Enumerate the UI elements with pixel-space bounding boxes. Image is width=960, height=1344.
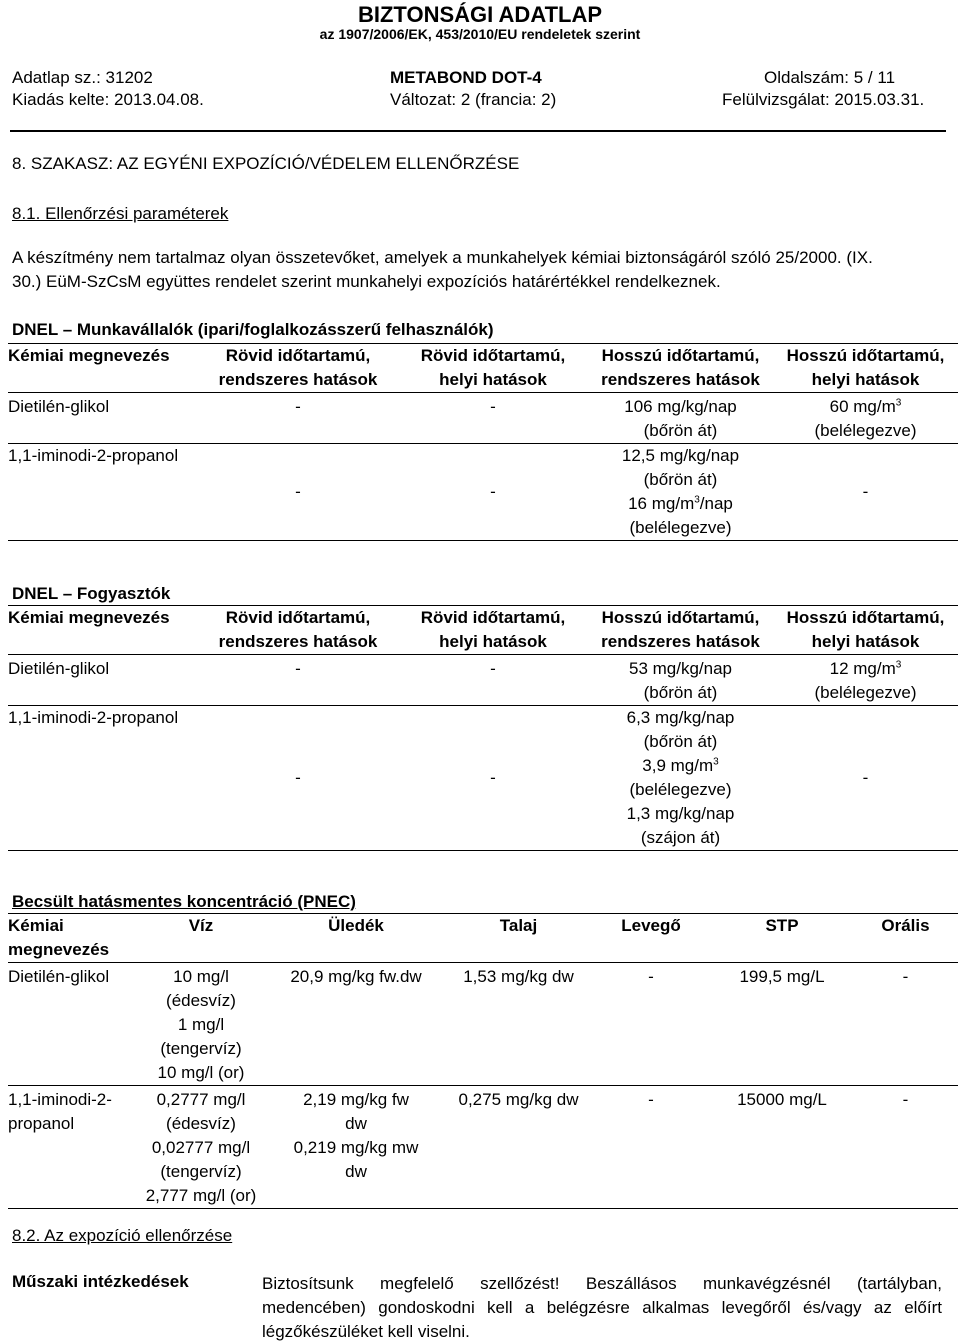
chemical-name: Dietilén-glikol xyxy=(8,397,110,416)
issue-date: Kiadás kelte: 2013.04.08. xyxy=(12,90,204,109)
table-header-row xyxy=(8,606,958,655)
header-water: Víz xyxy=(188,916,214,935)
version: Változat: 2 (francia: 2) xyxy=(390,90,557,109)
table-row xyxy=(8,393,958,444)
document-title: BIZTONSÁGI ADATLAP xyxy=(357,2,603,27)
intro-line-1: A készítmény nem tartalmaz olyan összetevőket, amelyek a munkahelyek kémiai biztonságáról szóló 25/2000. (IX. xyxy=(12,248,873,267)
table-row xyxy=(8,655,958,706)
value-cell: 1,53 mg/kg dw xyxy=(463,967,574,986)
pnec-title: Becsült hatásmentes koncentráció (PNEC) xyxy=(12,892,356,911)
document-subtitle: az 1907/2006/EK, 453/2010/EU rendeletek szerint xyxy=(319,26,641,42)
value-cell: - xyxy=(295,482,301,501)
value-cell: - xyxy=(490,659,496,678)
header-rule xyxy=(10,130,946,132)
table-row xyxy=(8,1086,958,1209)
table-row xyxy=(8,444,958,541)
value-cell: 15000 mg/L xyxy=(737,1090,827,1109)
value-cell: 199,5 mg/L xyxy=(739,967,825,986)
chemical-name: 1,1-iminodi-2-propanol xyxy=(8,708,179,727)
page-number: Oldalszám: 5 / 11 xyxy=(764,68,896,87)
dnel-workers-table xyxy=(8,343,958,541)
header-sediment: Üledék xyxy=(328,916,384,935)
sheet-number: Adatlap sz.: 31202 xyxy=(12,68,153,87)
value-cell: 12,5 mg/kg/nap (bőrön át) 16 $mg/m^3$/nap (belélegezve) xyxy=(621,446,740,537)
table-header-row xyxy=(8,344,958,393)
header-short-local: Rövid időtartamú, helyi hatások xyxy=(420,608,566,651)
header-long-local: Hosszú időtartamú, helyi hatások xyxy=(786,608,945,651)
value-cell: - xyxy=(902,967,909,986)
header-chemical-name: Kémiai megnevezés xyxy=(8,916,110,959)
value-cell: - xyxy=(648,967,654,986)
header-short-local: Rövid időtartamú, helyi hatások xyxy=(420,346,566,389)
value-cell: 0,2777 mg/l (édesvíz) 0,02777 mg/l (tengervíz) 2,777 mg/l (or) xyxy=(145,1090,257,1205)
engineering-controls-line: medencében) gondoskodni kell a belégzésre alkalmas levegőről és/vagy az előírt xyxy=(262,1298,942,1317)
value-cell: 53 mg/kg/nap (bőrön át) xyxy=(628,659,732,702)
table-row xyxy=(8,963,958,1086)
header-long-local: Hosszú időtartamú, helyi hatások xyxy=(786,346,945,389)
value-cell: - xyxy=(648,1090,654,1109)
subsection-8-1-title: 8.1. Ellenőrzési paraméterek xyxy=(12,204,229,223)
header-stp: STP xyxy=(765,916,799,935)
header-short-systemic: Rövid időtartamú, rendszeres hatások xyxy=(218,608,378,651)
value-cell: 60 $mg/m^3$ (belélegezve) xyxy=(814,397,917,440)
value-cell: 10 mg/l (édesvíz) 1 mg/l (tengervíz) 10 mg/l (or) xyxy=(157,967,245,1082)
header-air: Levegő xyxy=(621,916,681,935)
value-cell: - xyxy=(295,659,301,678)
value-cell: 2,19 mg/kg fw dw 0,219 mg/kg mw dw xyxy=(293,1090,419,1181)
engineering-controls-line: légzőkészüléket kell viselni. xyxy=(262,1322,470,1341)
value-cell: 6,3 mg/kg/nap (bőrön át) 3,9 $mg/m^3$ (belélegezve) 1,3 mg/kg/nap (szájon át) xyxy=(626,708,735,847)
header-soil: Talaj xyxy=(499,916,538,935)
section-title: 8. SZAKASZ: AZ EGYÉNI EXPOZÍCIÓ/VÉDELEM ELLENŐRZÉSE xyxy=(12,154,520,173)
value-cell: 0,275 mg/kg dw xyxy=(458,1090,579,1109)
header-chemical-name: Kémiai megnevezés xyxy=(8,346,170,365)
header-short-systemic: Rövid időtartamú, rendszeres hatások xyxy=(218,346,378,389)
intro-line-2: 30.) EüM-SzCsM együttes rendelet szerint munkahelyi expozíciós határértékkel rendelkeznek. xyxy=(12,272,721,291)
value-cell: - xyxy=(862,482,869,501)
chemical-name: 1,1-iminodi-2- propanol xyxy=(8,1090,112,1133)
value-cell: 106 mg/kg/nap (bőrön át) xyxy=(624,397,737,440)
value-cell: - xyxy=(490,768,496,787)
product-name: METABOND DOT-4 xyxy=(390,68,542,87)
engineering-controls-label: Műszaki intézkedések xyxy=(12,1272,189,1291)
value-cell: - xyxy=(902,1090,909,1109)
subsection-8-2-title: 8.2. Az expozíció ellenőrzése xyxy=(12,1226,233,1245)
table-header-row xyxy=(8,914,958,963)
value-cell: - xyxy=(862,768,869,787)
revision-date: Felülvizsgálat: 2015.03.31. xyxy=(722,90,925,109)
engineering-controls-text xyxy=(262,1272,942,1344)
dnel-consumers-title: DNEL – Fogyasztók xyxy=(12,584,171,603)
chemical-name: Dietilén-glikol xyxy=(8,967,110,986)
pnec-table xyxy=(8,913,958,1209)
dnel-workers-title: DNEL – Munkavállalók (ipari/foglalkozásszerű felhasználók) xyxy=(12,320,494,339)
chemical-name: Dietilén-glikol xyxy=(8,659,110,678)
header-long-systemic: Hosszú időtartamú, rendszeres hatások xyxy=(601,346,760,389)
engineering-controls-line: Biztosítsunk megfelelő szellőzést! Beszállásos munkavégzésnél (tartályban, xyxy=(262,1274,942,1293)
value-cell: - xyxy=(490,482,496,501)
header-oral: Orális xyxy=(881,916,930,935)
chemical-name: 1,1-iminodi-2-propanol xyxy=(8,446,179,465)
value-cell: - xyxy=(295,397,301,416)
dnel-consumers-table xyxy=(8,605,958,851)
value-cell: 12 $mg/m^3$ (belélegezve) xyxy=(814,659,917,702)
value-cell: 20,9 mg/kg fw.dw xyxy=(290,967,422,986)
table-row xyxy=(8,706,958,851)
value-cell: - xyxy=(490,397,496,416)
header-long-systemic: Hosszú időtartamú, rendszeres hatások xyxy=(601,608,760,651)
header-chemical-name: Kémiai megnevezés xyxy=(8,608,170,627)
value-cell: - xyxy=(295,768,301,787)
